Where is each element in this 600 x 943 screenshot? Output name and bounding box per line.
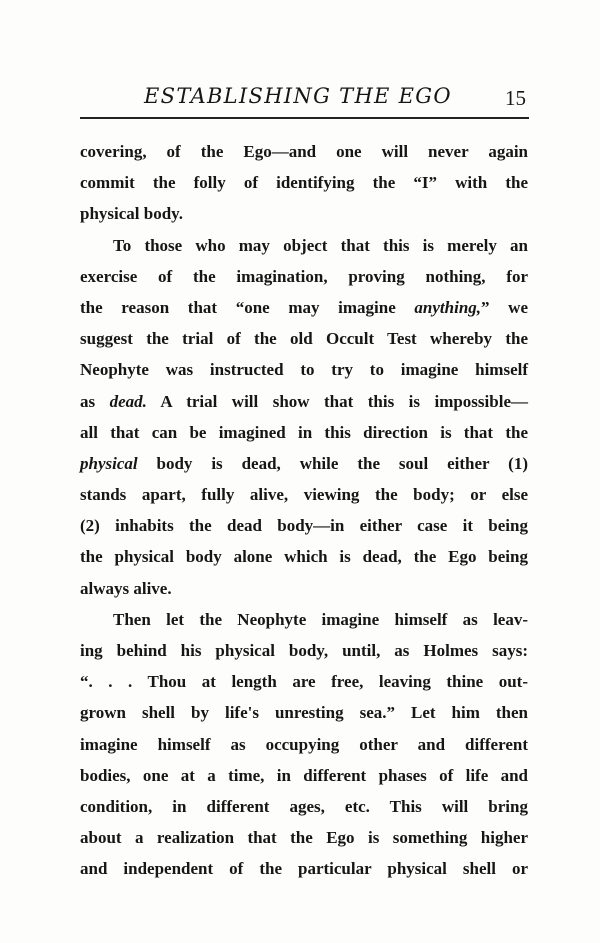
page-number: 15 xyxy=(505,86,526,110)
text-segment: the physical body alone which is dead, the Ego being xyxy=(80,547,528,567)
text-line xyxy=(80,760,528,791)
text-line xyxy=(80,604,528,635)
text-segment: physical body. xyxy=(80,204,183,224)
text-line xyxy=(80,822,528,853)
text-segment: ing behind his physical body, until, as Holmes says: xyxy=(80,641,528,660)
text-segment: “. . . Thou at length are free, leaving thine out- xyxy=(80,672,528,692)
text-segment: commit the folly of identifying the “I” with the xyxy=(80,173,528,193)
text-segment: about a realization that the Ego is something higher xyxy=(80,828,528,848)
italic-text: physical xyxy=(80,453,138,473)
text-segment: condition, in different ages, etc. This will bring xyxy=(80,796,528,816)
text-line xyxy=(80,167,528,198)
text-line xyxy=(80,386,528,417)
text-line xyxy=(80,417,528,448)
text-line xyxy=(80,354,528,385)
text-line xyxy=(80,479,528,510)
text-segment: always alive. xyxy=(80,578,172,598)
text-line xyxy=(80,198,528,229)
text-line xyxy=(80,541,528,572)
text-line xyxy=(80,261,528,292)
text-segment: body is dead, while the soul either (1) xyxy=(137,453,528,473)
text-line xyxy=(80,697,528,728)
text-line xyxy=(80,448,528,479)
text-segment: A trial will show that this is impossible— xyxy=(146,391,528,411)
header-rule xyxy=(80,117,529,119)
italic-text: dead. xyxy=(109,391,147,411)
text-line xyxy=(80,136,528,167)
body-text xyxy=(80,136,528,885)
italic-text: anything, xyxy=(414,297,482,317)
text-segment: covering, of the Ego—and one will never again xyxy=(80,142,528,161)
page-header xyxy=(80,84,528,112)
text-segment: ” we xyxy=(481,297,528,317)
text-segment: suggest the trial of the old Occult Test whereby the xyxy=(80,329,528,349)
text-segment: exercise of the imagination, proving nothing, for xyxy=(80,266,528,286)
text-line xyxy=(80,292,528,323)
text-segment: (2) inhabits the dead body—in either case it being xyxy=(80,516,528,536)
text-segment: imagine himself as occupying other and different xyxy=(80,734,528,754)
text-line xyxy=(80,729,528,760)
text-line xyxy=(80,791,528,822)
text-segment: stands apart, fully alive, viewing the body; or else xyxy=(80,485,528,505)
text-line xyxy=(80,573,528,604)
text-segment: all that can be imagined in this direction is that the xyxy=(80,422,528,442)
text-line xyxy=(80,510,528,541)
text-segment: and independent of the particular physical shell or xyxy=(80,859,528,879)
text-line xyxy=(80,323,528,354)
text-segment: Then let the Neophyte imagine himself as leav- xyxy=(113,609,528,629)
text-line xyxy=(80,635,528,666)
text-segment: bodies, one at a time, in different phases of life and xyxy=(80,765,528,785)
running-title: ESTABLISHING THE EGO xyxy=(144,84,452,108)
text-segment: as xyxy=(80,391,110,411)
text-line xyxy=(80,853,528,884)
text-segment: Neophyte was instructed to try to imagine himself xyxy=(80,360,528,380)
text-segment: To those who may object that this is merely an xyxy=(113,235,528,255)
text-segment: grown shell by life's unresting sea.” Let him then xyxy=(80,703,528,723)
text-line xyxy=(80,666,528,697)
text-segment: the reason that “one may imagine xyxy=(80,297,415,317)
text-line xyxy=(80,230,528,261)
